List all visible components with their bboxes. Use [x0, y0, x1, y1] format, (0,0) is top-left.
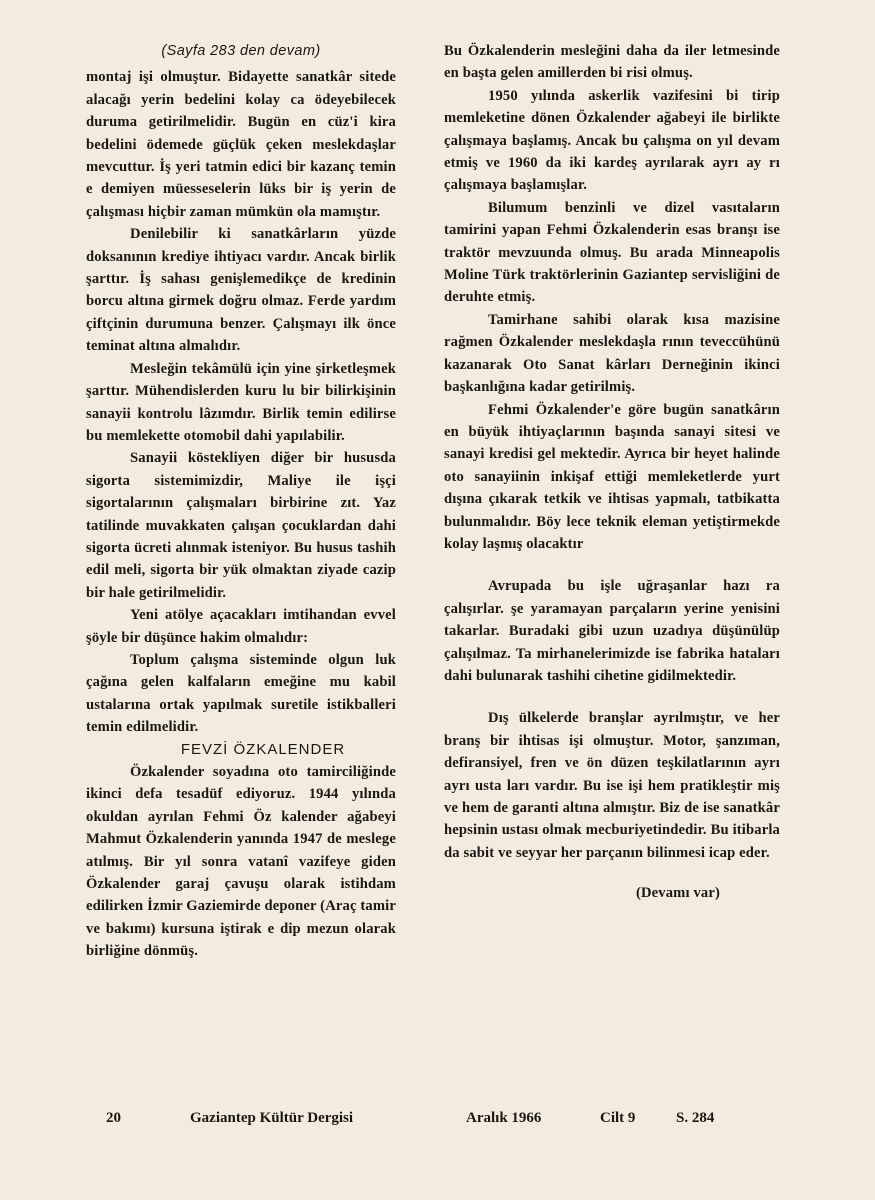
right-column — [444, 40, 780, 905]
page-number: 20 — [106, 1110, 121, 1126]
page-footer — [106, 1110, 736, 1134]
paragraph: Yeni atölye açacakları imtihandan evvel şöyle bir düşünce hakim olmalıdır: — [86, 607, 396, 646]
paragraph: Dış ülkelerde branşlar ayrılmıştır, ve her branş bir ihtisas işi olmuştur. Motor, şanzıman, defiransiyel, fren ve ön düzen teşkilatlarının ayrı ayrı usta ları vardır. Bu ise işi hem pratikleştir miş ve hem de garanti altına almıştır. Biz de ise sanatkâr hepsinin ustası olmak mecburiyetindedir. Bu itibarla da sabit ve seyyar her parçanın bilinmesi icap eder. — [444, 710, 780, 861]
left-column — [86, 40, 396, 963]
paragraph: Sanayii köstekliyen diğer bir hususda sigorta sistemimizdir, Maliye ile işçi sigortalarının çalışmaları birbirine zıt. Yaz tatilinde muvakkaten çalışan çocuklardan dahi sigorta ücreti alınmak isteniyor. Bu husus tashih edil meli, sigorta bir yük olmaktan ziyade cazip bir hale getirilmelidir. — [86, 450, 396, 601]
paragraph: Bu Özkalenderin mesleğini daha da iler letmesinde en başta gelen amillerden bi risi olmuş. — [444, 43, 780, 82]
paragraph: Avrupada bu işle uğraşanlar hazı ra çalışırlar. şe yaramayan parçaların yerine yenisini takarlar. Buradaki gibi uzun uzadıya düşünülüp çalışılmaz. Ta mirhanelerimizde ise fabrika hataları dahi bulunarak tashihi cihetine gidilmektedir. — [444, 578, 780, 684]
paragraph: Mesleğin tekâmülü için yine şirketleşmek şarttır. Mühendislerden kuru lu bir bilirkişinin sanayii kontrolu lâzımdır. Birlik temin edilirse bu memlekette otomobil dahi yapılabilir. — [86, 360, 396, 444]
paragraph: Toplum çalışma sisteminde olgun luk çağına gelen kalfaların emeğine mu kabil ustalarına ortak yapılmak suretile istikballeri temin edilmelidir. — [86, 651, 396, 736]
paragraph: 1950 yılında askerlik vazifesini bi tirip memleketine dönen Özkalender ağabeyi ile birlikte çalışmaya başlamış. Ancak bu çalışma on yıl devam etmiş ve 1960 da iki kardeş ayrılarak ayrı ay rı çalışmaya başlamışlar. — [444, 87, 780, 194]
paragraph: Denilebilir ki sanatkârların yüzde doksanının krediye ihtiyacı vardır. Ancak birlik şarttır. İş sahası genişlemedikçe de kredinin borcu altına girmek doğru olmaz. Ferde yardım çiftçinin durumuna benzer. Çalışmayı ilk önce teminat altına almalıdır. — [86, 226, 396, 355]
paragraph: montaj işi olmuştur. Bidayette sanatkâr sitede alacağı yerin bedelini kolay ca ödeyebilecek duruma getirilmelidir. Bugün en cüz'i kira bedelini ödemede güçlük çeken meslekdaşlar mevcuttur. İş yeri tatmin edici bir kazanç temin e demiyen müesseselerin lüks bir iş yerin de çalışması hiçbir zaman mümkün ola mamıştır. — [86, 69, 396, 220]
continued-note: (Devamı var) — [635, 885, 720, 902]
issue-number: S. 284 — [676, 1110, 715, 1126]
magazine-title: Gaziantep Kültür Dergisi — [190, 1110, 354, 1126]
volume-label: Cilt 9 — [600, 1110, 636, 1126]
paragraph: Fehmi Özkalender'e göre bugün sanatkârın en büyük ihtiyaçlarının başında sanayi sitesi ve sanayi kredisi gel mektedir. Ayrıca bir heyet halinde oto sanayiinin inkişaf ettiği memleketlerde yurt dışına çıkarak tetkik ve ihtisas yapmalı, tatbikatta bulunmalıdır. Böy lece teknik eleman yetiştirmekde kolay laşmış olacaktır — [444, 401, 780, 552]
paragraph: Özkalender soyadına oto tamirciliğinde ikinci defa tesadüf ediyoruz. 1944 yılında okuldan ayrılan Fehmi Öz kalender ağabeyi Mahmut Özkalenderin yanında 1947 de meslege atılmış. Bir yıl sonra vatanî vazifeye giden Özkalender garaj çavuşu olarak istihdam edilirken İzmir Gaziemirde deponer (Araç tamir ve bakımı) kursuna iştirak e dip mezun olarak birliğine dönmüş. — [86, 764, 396, 960]
continuation-header: (Sayfa 283 den devam) — [161, 43, 321, 59]
paragraph: Tamirhane sahibi olarak kısa mazisine rağmen Özkalender meslekdaşla rının teveccühünü kazanarak Oto Sanat kârları Derneğinin ikinci başkanlığına kadar getirilmiş. — [444, 311, 780, 396]
issue-date: Aralık 1966 — [466, 1110, 542, 1126]
paragraph: Bilumum benzinli ve dizel vasıtaların tamirini yapan Fehmi Özkalenderin esas branşı ise traktör mevzuunda olmuş. Bu arada Minneapolis Moline Türk traktörlerinin Gaziantep servisliğini de deruhte etmiş. — [444, 199, 780, 306]
section-subheading: FEVZİ ÖZKALENDER — [180, 740, 346, 758]
